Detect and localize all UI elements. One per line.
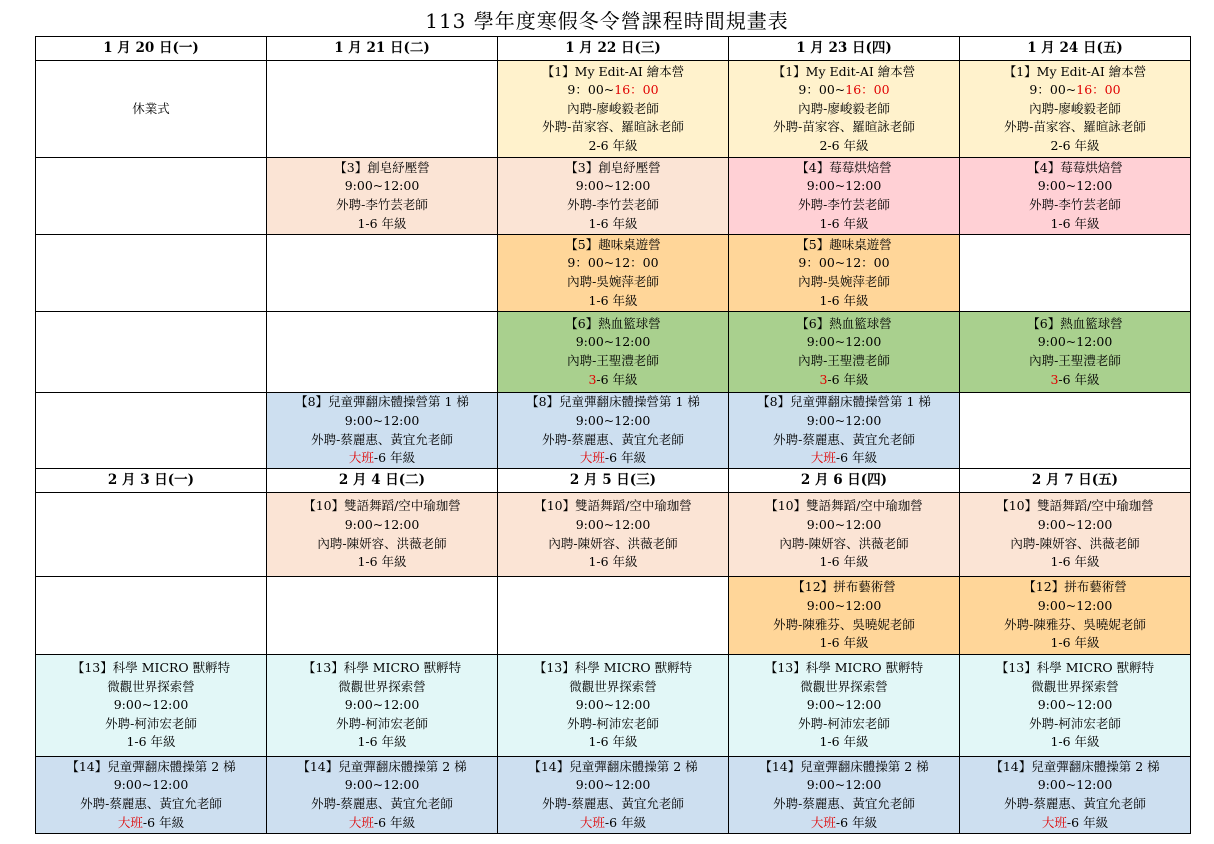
course-line: 外聘-苗家容、羅暄詠老師 <box>542 119 684 135</box>
course-line: 外聘-柯沛宏老師 <box>336 715 428 731</box>
course-cell <box>36 757 267 834</box>
course-line: 外聘-蔡麗惠、黃宜允老師 <box>80 796 222 811</box>
course-cell <box>729 235 960 312</box>
course-cell <box>36 61 267 158</box>
course-line: 微觀世界探索營 <box>338 678 426 694</box>
course-line: 【3】創皂紓壓營 <box>334 159 430 175</box>
course-cell <box>267 158 498 235</box>
course-line: 1-6 年級 <box>1050 734 1100 750</box>
schedule-table <box>35 36 1191 834</box>
course-text: 9：00~ <box>798 82 846 98</box>
course-line: 外聘-李竹芸老師 <box>336 197 428 212</box>
empty-cell <box>36 235 267 312</box>
course-line: 1-6 年級 <box>357 554 407 570</box>
date-header: 2 月 3 日(一) <box>36 469 267 493</box>
course-line: 內聘-廖峻毅老師 <box>567 100 659 116</box>
highlight-text: 16：00 <box>614 82 659 98</box>
course-line: 【10】雙語舞蹈/空中瑜珈營 <box>765 498 923 514</box>
course-line: 休業式 <box>132 100 170 116</box>
schedule-row <box>36 235 1191 312</box>
course-line <box>267 449 497 468</box>
course-line: 9:00~12:00 <box>575 334 651 350</box>
course-text: -6 年級 <box>1066 814 1109 830</box>
course-line: 【14】兒童彈翻床體操第 2 梯 <box>528 758 698 774</box>
date-header: 1 月 24 日(五) <box>960 37 1191 61</box>
course-line <box>729 371 959 390</box>
course-cell <box>960 312 1191 393</box>
course-cell <box>498 158 729 235</box>
date-header-row <box>36 469 1191 493</box>
course-line <box>498 371 728 390</box>
course-text: 9：00~ <box>1029 82 1077 98</box>
course-line: 1-6 年級 <box>357 215 407 231</box>
highlight-text: 16：00 <box>1076 82 1121 98</box>
course-line: 1-6 年級 <box>819 734 869 750</box>
course-line: 【6】熱血籃球營 <box>565 315 661 331</box>
course-text: -6 年級 <box>1058 371 1100 387</box>
course-line: 1-6 年級 <box>588 554 638 570</box>
course-cell <box>960 493 1191 577</box>
course-cell <box>729 158 960 235</box>
course-cell <box>498 312 729 393</box>
date-header: 2 月 6 日(四) <box>729 469 960 493</box>
course-cell <box>267 757 498 834</box>
empty-cell <box>960 393 1191 469</box>
course-line: 【4】莓莓烘焙營 <box>1027 159 1123 175</box>
course-line: 9:00~12:00 <box>344 516 420 532</box>
empty-cell <box>36 577 267 655</box>
course-line: 外聘-陳雅芬、吳曉妮老師 <box>773 616 915 632</box>
course-line: 9：00~12：00 <box>798 255 890 271</box>
highlight-text: 大班 <box>810 814 836 830</box>
course-line: 9:00~12:00 <box>575 412 651 428</box>
highlight-text: 3 <box>1050 371 1059 387</box>
course-line: 【14】兒童彈翻床體操第 2 梯 <box>66 758 236 774</box>
course-line: 【14】兒童彈翻床體操第 2 梯 <box>297 758 467 774</box>
course-cell <box>729 493 960 577</box>
course-cell <box>267 655 498 757</box>
highlight-text: 大班 <box>810 450 836 466</box>
empty-cell <box>36 393 267 469</box>
course-line: 1-6 年級 <box>1050 635 1100 651</box>
course-line: 【5】趣味桌遊營 <box>565 236 661 252</box>
course-line: 外聘-苗家容、羅暄詠老師 <box>1004 119 1146 135</box>
course-line: 【6】熱血籃球營 <box>1027 315 1123 331</box>
course-cell <box>960 577 1191 655</box>
empty-cell <box>36 493 267 577</box>
course-line: 【14】兒童彈翻床體操第 2 梯 <box>759 758 929 774</box>
course-text: -6 年級 <box>835 450 878 466</box>
date-header: 2 月 7 日(五) <box>960 469 1191 493</box>
course-line: 9:00~12:00 <box>1037 777 1113 793</box>
course-line: 9:00~12:00 <box>113 777 189 793</box>
course-line: 9:00~12:00 <box>806 697 882 713</box>
course-line: 外聘-柯沛宏老師 <box>567 715 659 731</box>
course-line: 外聘-李竹芸老師 <box>1029 197 1121 212</box>
course-line: 內聘-廖峻毅老師 <box>798 100 890 116</box>
course-line <box>960 371 1190 390</box>
course-line <box>498 449 728 468</box>
course-text: -6 年級 <box>827 371 869 387</box>
course-line: 外聘-陳雅芬、吳曉妮老師 <box>1004 616 1146 632</box>
course-line: 【1】My Edit-AI 繪本營 <box>772 63 916 79</box>
course-line: 9:00~12:00 <box>806 334 882 350</box>
course-line: 1-6 年級 <box>1050 215 1100 231</box>
course-cell <box>729 577 960 655</box>
course-line: 1-6 年級 <box>588 292 638 308</box>
course-line: 9:00~12:00 <box>806 178 882 194</box>
course-text: -6 年級 <box>604 450 647 466</box>
course-line: 【4】莓莓烘焙營 <box>796 159 892 175</box>
course-line: 外聘-李竹芸老師 <box>567 197 659 212</box>
course-cell <box>729 757 960 834</box>
course-line: 外聘-苗家容、羅暄詠老師 <box>773 119 915 135</box>
course-line: 2-6 年級 <box>588 137 638 153</box>
highlight-text: 大班 <box>579 450 605 466</box>
course-line: 【6】熱血籃球營 <box>796 315 892 331</box>
course-line: 1-6 年級 <box>819 215 869 231</box>
course-line: 9:00~12:00 <box>113 697 189 713</box>
course-line <box>267 814 497 833</box>
course-line: 9:00~12:00 <box>1037 597 1113 613</box>
course-line: 9:00~12:00 <box>344 697 420 713</box>
course-text: -6 年級 <box>835 814 878 830</box>
course-line <box>498 814 728 833</box>
course-line <box>960 814 1190 833</box>
course-line: 9:00~12:00 <box>1037 697 1113 713</box>
course-line: 【12】拼布藝術營 <box>1023 579 1127 595</box>
course-line: 微觀世界探索營 <box>569 678 657 694</box>
course-line: 9:00~12:00 <box>1037 178 1113 194</box>
course-line: 【8】兒童彈翻床體操營第 1 梯 <box>295 394 469 410</box>
course-line: 內聘-陳妍容、洪薇老師 <box>548 535 678 551</box>
highlight-text: 大班 <box>1041 814 1067 830</box>
course-line: 外聘-李竹芸老師 <box>798 197 890 212</box>
course-line <box>498 81 728 100</box>
course-cell <box>729 655 960 757</box>
course-line: 【1】My Edit-AI 繪本營 <box>541 63 685 79</box>
course-cell <box>729 393 960 469</box>
course-line: 【14】兒童彈翻床體操第 2 梯 <box>990 758 1160 774</box>
empty-cell <box>498 577 729 655</box>
highlight-text: 16：00 <box>845 82 890 98</box>
course-line: 外聘-蔡麗惠、黃宜允老師 <box>773 431 915 447</box>
course-line: 1-6 年級 <box>588 215 638 231</box>
course-line: 9:00~12:00 <box>575 697 651 713</box>
course-line: 1-6 年級 <box>588 734 638 750</box>
course-line: 9:00~12:00 <box>344 777 420 793</box>
course-line: 外聘-柯沛宏老師 <box>1029 715 1121 731</box>
course-line: 內聘-吳婉萍老師 <box>798 274 890 289</box>
empty-cell <box>36 158 267 235</box>
course-cell <box>960 655 1191 757</box>
empty-cell <box>267 61 498 158</box>
schedule-row <box>36 757 1191 834</box>
empty-cell <box>267 577 498 655</box>
date-header-row <box>36 37 1191 61</box>
highlight-text: 大班 <box>579 814 605 830</box>
date-header: 1 月 21 日(二) <box>267 37 498 61</box>
schedule-row <box>36 493 1191 577</box>
course-cell <box>267 493 498 577</box>
date-header: 1 月 23 日(四) <box>729 37 960 61</box>
course-line: 9:00~12:00 <box>806 516 882 532</box>
course-line: 內聘-陳妍容、洪薇老師 <box>779 535 909 551</box>
schedule-row <box>36 158 1191 235</box>
course-line: 【10】雙語舞蹈/空中瑜珈營 <box>534 498 692 514</box>
course-text: -6 年級 <box>373 450 416 466</box>
course-line: 9：00~12：00 <box>567 255 659 271</box>
course-line: 1-6 年級 <box>126 734 176 750</box>
course-line: 內聘-王聖澧老師 <box>798 353 890 368</box>
highlight-text: 3 <box>819 371 828 387</box>
course-cell <box>960 158 1191 235</box>
course-cell <box>498 757 729 834</box>
empty-cell <box>267 235 498 312</box>
highlight-text: 大班 <box>117 814 143 830</box>
course-line: 【8】兒童彈翻床體操營第 1 梯 <box>526 394 700 410</box>
highlight-text: 大班 <box>348 814 374 830</box>
course-line: 外聘-柯沛宏老師 <box>105 715 197 731</box>
course-line: 9:00~12:00 <box>575 516 651 532</box>
course-line <box>729 449 959 468</box>
course-line: 1-6 年級 <box>357 734 407 750</box>
course-line: 9:00~12:00 <box>344 412 420 428</box>
course-line: 外聘-蔡麗惠、黃宜允老師 <box>542 796 684 811</box>
course-line: 內聘-廖峻毅老師 <box>1029 100 1121 116</box>
course-line: 1-6 年級 <box>1050 554 1100 570</box>
course-line: 微觀世界探索營 <box>800 678 888 694</box>
course-line: 外聘-蔡麗惠、黃宜允老師 <box>311 431 453 447</box>
course-line: 內聘-陳妍容、洪薇老師 <box>1010 535 1140 551</box>
course-line <box>729 81 959 100</box>
course-line <box>729 814 959 833</box>
highlight-text: 大班 <box>348 450 374 466</box>
course-line <box>960 81 1190 100</box>
course-line: 【1】My Edit-AI 繪本營 <box>1003 63 1147 79</box>
course-line: 9:00~12:00 <box>575 777 651 793</box>
date-header: 2 月 5 日(三) <box>498 469 729 493</box>
course-line: 內聘-陳妍容、洪薇老師 <box>317 535 447 551</box>
course-line: 【3】創皂紓壓營 <box>565 159 661 175</box>
empty-cell <box>36 312 267 393</box>
course-line: 1-6 年級 <box>819 292 869 308</box>
course-line: 【13】科學 MICRO 獸孵特 <box>995 660 1155 676</box>
course-line: 【12】拼布藝術營 <box>792 579 896 595</box>
course-cell <box>36 655 267 757</box>
course-cell <box>498 393 729 469</box>
course-cell <box>498 235 729 312</box>
empty-cell <box>960 235 1191 312</box>
course-line: 【13】科學 MICRO 獸孵特 <box>302 660 462 676</box>
date-header: 1 月 22 日(三) <box>498 37 729 61</box>
schedule-row <box>36 393 1191 469</box>
course-line: 外聘-蔡麗惠、黃宜允老師 <box>542 431 684 447</box>
course-text: -6 年級 <box>604 814 647 830</box>
course-line: 外聘-蔡麗惠、黃宜允老師 <box>1004 796 1146 811</box>
schedule-row <box>36 655 1191 757</box>
course-cell <box>498 655 729 757</box>
course-line: 微觀世界探索營 <box>1031 678 1119 694</box>
course-text: -6 年級 <box>142 814 185 830</box>
course-line: 【10】雙語舞蹈/空中瑜珈營 <box>996 498 1154 514</box>
course-line: 1-6 年級 <box>819 554 869 570</box>
date-header: 2 月 4 日(二) <box>267 469 498 493</box>
course-line: 外聘-蔡麗惠、黃宜允老師 <box>311 796 453 811</box>
course-line: 9:00~12:00 <box>806 412 882 428</box>
course-line: 9:00~12:00 <box>344 178 420 194</box>
course-cell <box>498 493 729 577</box>
course-cell <box>960 61 1191 158</box>
course-line: 【13】科學 MICRO 獸孵特 <box>533 660 693 676</box>
schedule-row <box>36 61 1191 158</box>
course-line: 內聘-王聖澧老師 <box>567 353 659 368</box>
course-line: 內聘-王聖澧老師 <box>1029 353 1121 368</box>
course-line: 【10】雙語舞蹈/空中瑜珈營 <box>303 498 461 514</box>
course-line: 【5】趣味桌遊營 <box>796 236 892 252</box>
empty-cell <box>267 312 498 393</box>
course-cell <box>960 757 1191 834</box>
course-line: 9:00~12:00 <box>806 597 882 613</box>
course-line: 【13】科學 MICRO 獸孵特 <box>764 660 924 676</box>
highlight-text: 3 <box>588 371 597 387</box>
course-cell <box>729 61 960 158</box>
schedule-row <box>36 312 1191 393</box>
course-cell <box>498 61 729 158</box>
course-line: 9:00~12:00 <box>806 777 882 793</box>
course-cell <box>267 393 498 469</box>
course-line: 外聘-蔡麗惠、黃宜允老師 <box>773 796 915 811</box>
course-text: 9：00~ <box>567 82 615 98</box>
course-line: 外聘-柯沛宏老師 <box>798 715 890 731</box>
page-title: 113 學年度寒假冬令營課程時間規畫表 <box>425 9 789 33</box>
course-line: 2-6 年級 <box>819 137 869 153</box>
course-line: 微觀世界探索營 <box>107 678 195 694</box>
course-line: 9:00~12:00 <box>1037 334 1113 350</box>
course-line: 內聘-吳婉萍老師 <box>567 274 659 289</box>
course-line: 【13】科學 MICRO 獸孵特 <box>71 660 231 676</box>
course-text: -6 年級 <box>596 371 638 387</box>
course-line: 9:00~12:00 <box>575 178 651 194</box>
course-text: -6 年級 <box>373 814 416 830</box>
course-line: 9:00~12:00 <box>1037 516 1113 532</box>
course-line: 2-6 年級 <box>1050 137 1100 153</box>
schedule-row <box>36 577 1191 655</box>
course-line: 【8】兒童彈翻床體操營第 1 梯 <box>757 394 931 410</box>
date-header: 1 月 20 日(一) <box>36 37 267 61</box>
course-line <box>36 814 266 833</box>
course-line: 1-6 年級 <box>819 635 869 651</box>
course-cell <box>729 312 960 393</box>
